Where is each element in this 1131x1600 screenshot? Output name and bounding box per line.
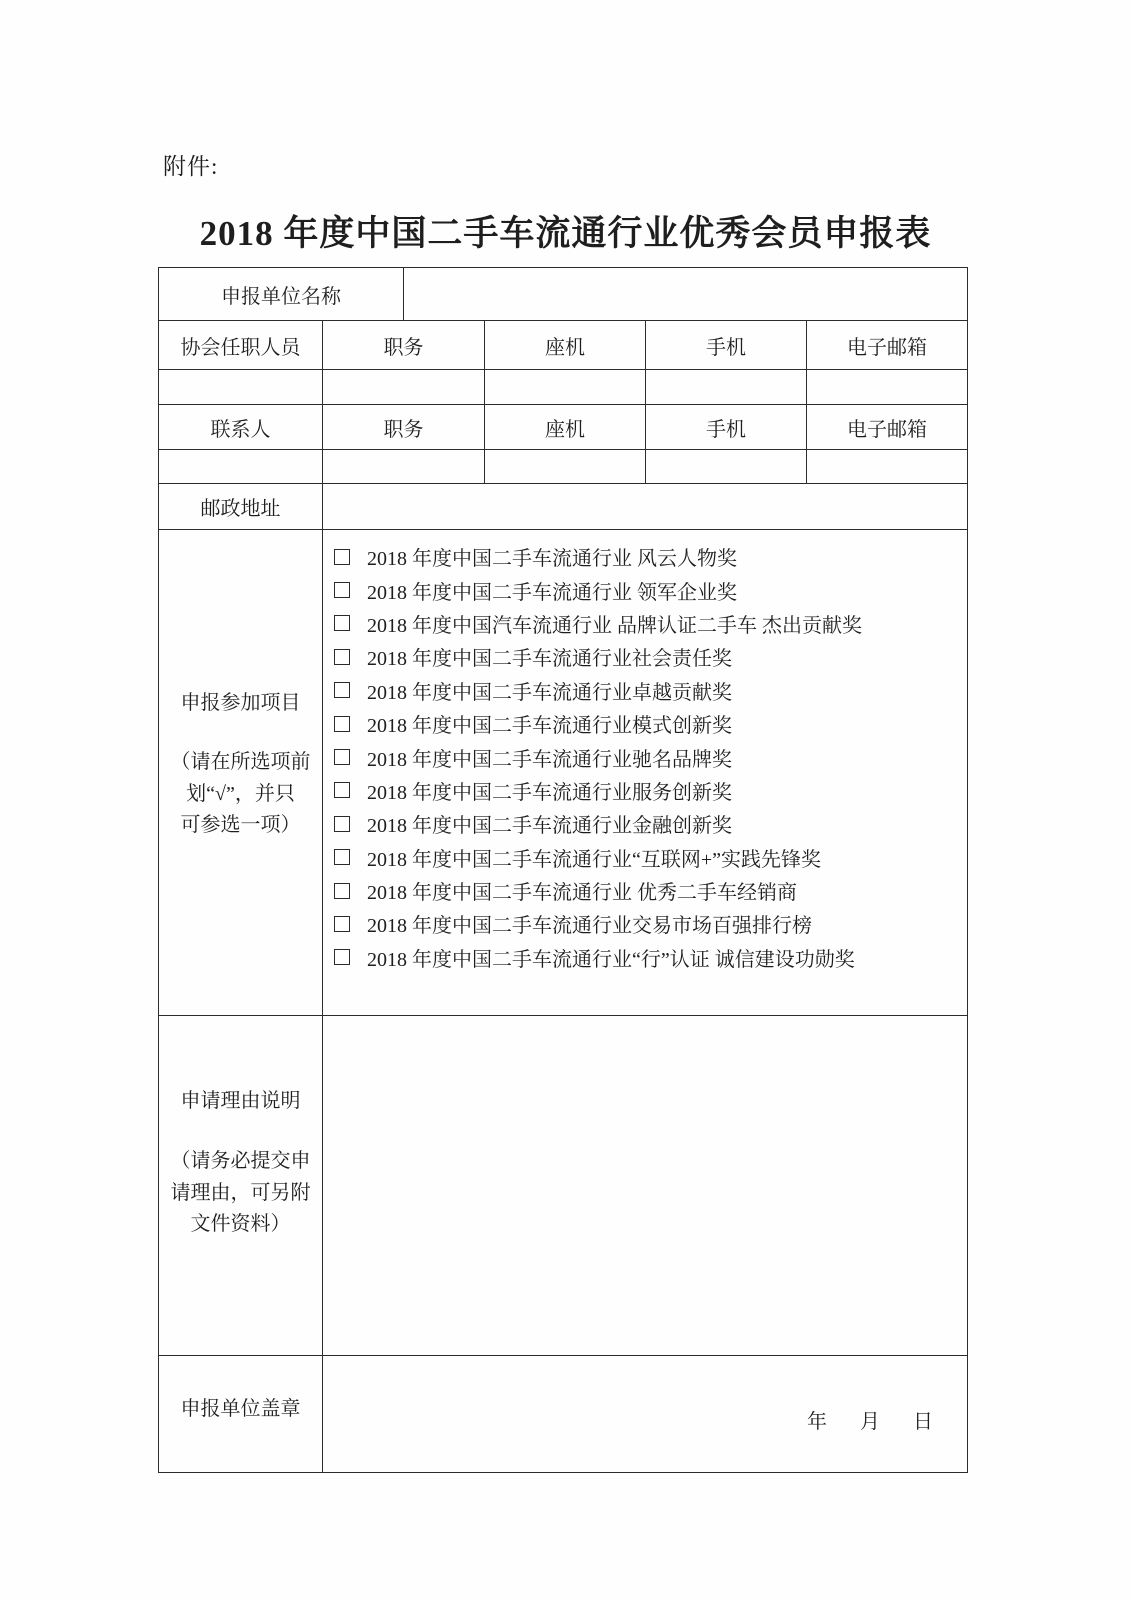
assoc-position-input-cell[interactable]: [323, 370, 485, 405]
assoc-name-input-cell[interactable]: [159, 370, 323, 405]
award-option: [334, 573, 967, 606]
assoc-email-header: 电子邮箱: [807, 321, 968, 370]
award-option: [334, 674, 967, 707]
award-selection-row: [159, 530, 968, 1016]
postal-address-label: 邮政地址: [159, 484, 323, 530]
date-year-label: 年: [807, 1411, 827, 1433]
checkbox-icon[interactable]: [334, 883, 350, 899]
award-option-label: 2018 年度中国二手车流通行业模式创新奖: [367, 715, 732, 738]
assoc-landline-input-cell[interactable]: [485, 370, 646, 405]
checkbox-icon[interactable]: [334, 782, 350, 798]
contact-email-input-cell[interactable]: [807, 450, 968, 484]
award-selection-label-cell: [159, 530, 323, 1016]
award-option: [334, 640, 967, 673]
contact-mobile-input-cell[interactable]: [646, 450, 807, 484]
reason-note: （请务必提交申 请理由，可另附 文件资料）: [170, 1150, 311, 1235]
checkbox-icon[interactable]: [334, 549, 350, 565]
seal-label: 申报单位盖章: [180, 1398, 301, 1420]
award-option: [334, 740, 967, 773]
date-day-label: 日: [913, 1411, 933, 1433]
award-option-label: 2018 年度中国二手车流通行业服务创新奖: [367, 781, 732, 804]
award-option-label: 2018 年度中国二手车流通行业 领军企业奖: [367, 581, 737, 604]
award-option-label: 2018 年度中国二手车流通行业交易市场百强排行榜: [367, 915, 812, 938]
contact-landline-header: 座机: [485, 405, 646, 450]
reason-label: 申请理由说明: [180, 1090, 301, 1112]
postal-address-input-cell[interactable]: [323, 484, 968, 530]
association-staff-input-row: [159, 370, 968, 405]
award-option-label: 2018 年度中国二手车流通行业金融创新奖: [367, 815, 732, 838]
form-title: 2018 年度中国二手车流通行业优秀会员申报表: [199, 214, 932, 253]
reason-input-area[interactable]: [323, 1016, 968, 1356]
award-option-list: [323, 530, 967, 974]
postal-address-row: [159, 484, 968, 530]
award-option-label: 2018 年度中国二手车流通行业“行”认证 诚信建设功勋奖: [367, 948, 855, 971]
contact-position-header: 职务: [323, 405, 485, 450]
assoc-email-input-cell[interactable]: [807, 370, 968, 405]
award-selection-note: （请在所选项前 划“√”，并只 可参选一项）: [170, 751, 311, 836]
contact-name-input-cell[interactable]: [159, 450, 323, 484]
award-option-label: 2018 年度中国二手车流通行业 优秀二手车经销商: [367, 882, 797, 905]
unit-name-row: [159, 268, 968, 321]
checkbox-icon[interactable]: [334, 582, 350, 598]
checkbox-icon[interactable]: [334, 649, 350, 665]
award-option-label: 2018 年度中国汽车流通行业 品牌认证二手车 杰出贡献奖: [367, 614, 862, 637]
checkbox-icon[interactable]: [334, 615, 350, 631]
contact-position-input-cell[interactable]: [323, 450, 485, 484]
checkbox-icon[interactable]: [334, 716, 350, 732]
contact-email-header: 电子邮箱: [807, 405, 968, 450]
date-month-label: 月: [860, 1411, 880, 1433]
checkbox-icon[interactable]: [334, 682, 350, 698]
award-option-label: 2018 年度中国二手车流通行业社会责任奖: [367, 648, 732, 671]
unit-name-input-cell[interactable]: [404, 268, 968, 321]
seal-row: [159, 1356, 968, 1473]
award-option-label: 2018 年度中国二手车流通行业卓越贡献奖: [367, 681, 732, 704]
award-selection-label: 申报参加项目: [180, 692, 301, 714]
application-form-table: [158, 267, 968, 1473]
award-option: [334, 774, 967, 807]
award-option: [334, 841, 967, 874]
contact-label: 联系人: [159, 405, 323, 450]
checkbox-icon[interactable]: [334, 916, 350, 932]
assoc-mobile-input-cell[interactable]: [646, 370, 807, 405]
contact-header-row: [159, 405, 968, 450]
association-staff-header-row: [159, 321, 968, 370]
award-option: [334, 540, 967, 573]
seal-label-cell: [159, 1356, 323, 1473]
date-line: [323, 1405, 967, 1472]
checkbox-icon[interactable]: [334, 949, 350, 965]
award-option-label: 2018 年度中国二手车流通行业 风云人物奖: [367, 548, 737, 571]
checkbox-icon[interactable]: [334, 749, 350, 765]
award-option: [334, 874, 967, 907]
award-option: [334, 607, 967, 640]
contact-input-row: [159, 450, 968, 484]
award-option: [334, 907, 967, 940]
assoc-mobile-header: 手机: [646, 321, 807, 370]
award-options-cell: [323, 530, 968, 1016]
seal-date-cell: [323, 1356, 968, 1473]
assoc-position-header: 职务: [323, 321, 485, 370]
checkbox-icon[interactable]: [334, 849, 350, 865]
assoc-landline-header: 座机: [485, 321, 646, 370]
contact-mobile-header: 手机: [646, 405, 807, 450]
award-option: [334, 941, 967, 974]
attachment-label: 附件:: [163, 154, 219, 179]
unit-name-label: 申报单位名称: [159, 268, 404, 321]
award-option-label: 2018 年度中国二手车流通行业驰名品牌奖: [367, 748, 732, 771]
award-option-label: 2018 年度中国二手车流通行业“互联网+”实践先锋奖: [367, 848, 822, 871]
reason-label-cell: [159, 1016, 323, 1356]
reason-row: [159, 1016, 968, 1356]
assoc-staff-label: 协会任职人员: [159, 321, 323, 370]
award-option: [334, 807, 967, 840]
award-option: [334, 707, 967, 740]
contact-landline-input-cell[interactable]: [485, 450, 646, 484]
checkbox-icon[interactable]: [334, 816, 350, 832]
